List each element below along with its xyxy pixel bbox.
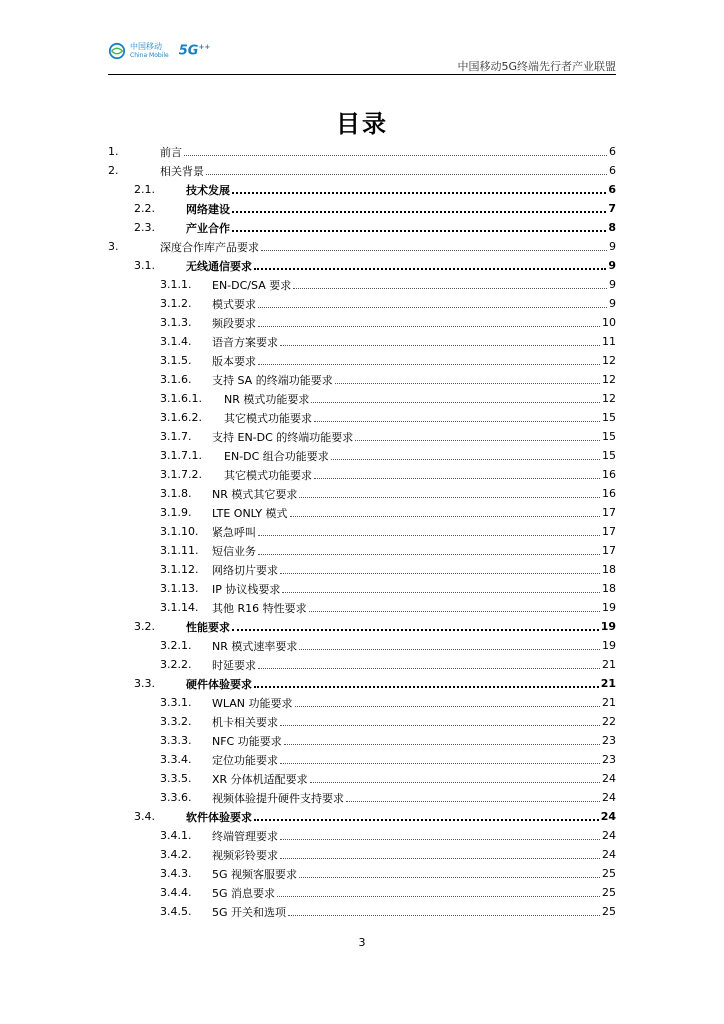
toc-entry-page: 24	[600, 810, 616, 823]
toc-entry-page: 17	[602, 506, 616, 519]
toc-entry-page: 24	[602, 848, 616, 861]
toc-entry-number: 3.2.	[134, 620, 155, 633]
toc-entry[interactable]	[108, 332, 616, 351]
toc-entry-page: 21	[600, 677, 616, 690]
toc-entry-label: EN-DC/SA 要求	[212, 278, 292, 292]
toc-entry-page: 24	[602, 791, 616, 804]
toc-entry-number: 3.3.6.	[160, 791, 192, 804]
toc-entry-number: 3.1.6.	[160, 373, 192, 386]
toc-entry[interactable]	[108, 446, 616, 465]
toc-dot-leader	[258, 667, 600, 669]
toc-entry-number: 3.1.6.1.	[160, 392, 202, 405]
toc-entry-page: 11	[602, 335, 616, 348]
toc-dot-leader	[331, 458, 600, 460]
toc-entry-page: 16	[602, 487, 616, 500]
toc-entry-label: 软件体验要求	[186, 810, 252, 824]
toc-entry-label: NR 模式速率要求	[212, 639, 298, 653]
toc-entry-number: 2.1.	[134, 183, 155, 196]
toc-dot-leader	[346, 800, 600, 802]
toc-entry-number: 3.1.	[134, 259, 155, 272]
toc-entry-page: 25	[602, 886, 616, 899]
toc-entry-page: 18	[602, 563, 616, 576]
toc-entry-page: 12	[602, 373, 616, 386]
toc-entry-page: 24	[602, 829, 616, 842]
toc-entry-label: 产业合作	[186, 221, 230, 235]
table-of-contents	[108, 142, 616, 921]
toc-entry-number: 3.1.7.1.	[160, 449, 202, 462]
toc-entry-label: 5G 视频客服要求	[212, 867, 298, 881]
toc-entry-page: 9	[609, 297, 616, 310]
toc-dot-leader	[258, 306, 607, 308]
toc-entry-page: 12	[602, 392, 616, 405]
toc-dot-leader	[299, 876, 600, 878]
toc-entry-label: NR 模式功能要求	[224, 392, 310, 406]
toc-entry-label: IP 协议栈要求	[212, 582, 281, 596]
toc-entry[interactable]	[108, 351, 616, 370]
toc-entry-number: 3.4.5.	[160, 905, 192, 918]
toc-entry-label: 机卡相关要求	[212, 715, 278, 729]
toc-entry-page: 23	[602, 734, 616, 747]
toc-entry-number: 3.4.	[134, 810, 155, 823]
toc-entry-label: 终端管理要求	[212, 829, 278, 843]
toc-entry-page: 25	[602, 867, 616, 880]
toc-entry-page: 16	[602, 468, 616, 481]
toc-dot-leader	[232, 191, 606, 194]
toc-dot-leader	[295, 705, 600, 707]
toc-entry[interactable]	[108, 674, 616, 693]
toc-entry[interactable]	[108, 598, 616, 617]
toc-dot-leader	[232, 628, 599, 631]
toc-entry[interactable]	[108, 275, 616, 294]
toc-dot-leader	[310, 781, 600, 783]
toc-dot-leader	[284, 743, 600, 745]
toc-entry-number: 3.3.2.	[160, 715, 192, 728]
page-header	[108, 38, 616, 75]
toc-dot-leader	[258, 363, 600, 365]
toc-dot-leader	[309, 610, 600, 612]
toc-entry-page: 9	[609, 278, 616, 291]
toc-entry-number: 3.1.6.2.	[160, 411, 202, 424]
toc-entry[interactable]	[108, 864, 616, 883]
toc-entry[interactable]	[108, 503, 616, 522]
toc-entry[interactable]	[108, 541, 616, 560]
toc-dot-leader	[277, 895, 600, 897]
toc-entry-page: 21	[602, 696, 616, 709]
toc-entry[interactable]	[108, 313, 616, 332]
toc-dot-leader	[254, 685, 599, 688]
toc-entry[interactable]	[108, 807, 616, 826]
toc-dot-leader	[280, 838, 600, 840]
toc-dot-leader	[282, 591, 600, 593]
toc-dot-leader	[254, 267, 606, 270]
toc-entry-label: 视频彩铃要求	[212, 848, 278, 862]
toc-entry-number: 2.	[108, 164, 119, 177]
toc-entry-page: 24	[602, 772, 616, 785]
toc-entry[interactable]	[108, 256, 616, 275]
toc-entry-label: 网络建设	[186, 202, 230, 216]
toc-dot-leader	[258, 553, 600, 555]
toc-entry-number: 3.3.	[134, 677, 155, 690]
toc-entry-number: 3.1.8.	[160, 487, 192, 500]
toc-entry-number: 3.1.3.	[160, 316, 192, 329]
toc-entry-number: 3.4.4.	[160, 886, 192, 899]
toc-entry[interactable]	[108, 769, 616, 788]
toc-entry-page: 17	[602, 544, 616, 557]
toc-entry-page: 6	[609, 164, 616, 177]
toc-entry-label: 紧急呼叫	[212, 525, 256, 539]
toc-entry-page: 10	[602, 316, 616, 329]
toc-entry-number: 3.1.1.	[160, 278, 192, 291]
toc-entry-label: 前言	[160, 145, 182, 159]
toc-entry-label: XR 分体机适配要求	[212, 772, 308, 786]
toc-entry-label: 其它模式功能要求	[224, 468, 312, 482]
toc-entry-label: 深度合作库产品要求	[160, 240, 259, 254]
toc-entry[interactable]	[108, 294, 616, 313]
toc-entry-page: 17	[602, 525, 616, 538]
toc-entry-number: 3.3.5.	[160, 772, 192, 785]
toc-entry-label: 语音方案要求	[212, 335, 278, 349]
toc-dot-leader	[280, 344, 600, 346]
toc-entry-page: 19	[602, 639, 616, 652]
toc-entry-number: 3.3.1.	[160, 696, 192, 709]
toc-entry-number: 3.1.7.2.	[160, 468, 202, 481]
toc-entry[interactable]	[108, 883, 616, 902]
toc-dot-leader	[232, 210, 606, 213]
toc-entry[interactable]	[108, 902, 616, 921]
toc-entry-label: 相关背景	[160, 164, 204, 178]
toc-entry-page: 21	[602, 658, 616, 671]
toc-entry-number: 3.	[108, 240, 119, 253]
toc-entry[interactable]	[108, 731, 616, 750]
5g-logo	[179, 43, 210, 58]
toc-entry[interactable]	[108, 465, 616, 484]
toc-entry-number: 3.1.10.	[160, 525, 199, 538]
toc-dot-leader	[314, 477, 600, 479]
toc-entry-number: 3.1.5.	[160, 354, 192, 367]
toc-entry[interactable]	[108, 826, 616, 845]
toc-entry-page: 12	[602, 354, 616, 367]
header-title: 中国移动5G终端先行者产业联盟	[457, 60, 616, 73]
toc-entry[interactable]	[108, 408, 616, 427]
toc-entry[interactable]	[108, 180, 616, 199]
toc-entry-label: LTE ONLY 模式	[212, 506, 288, 520]
toc-dot-leader	[206, 173, 607, 175]
toc-entry[interactable]	[108, 199, 616, 218]
toc-entry-number: 3.4.2.	[160, 848, 192, 861]
toc-entry-label: 时延要求	[212, 658, 256, 672]
toc-entry-label: 技术发展	[186, 183, 230, 197]
toc-entry[interactable]	[108, 655, 616, 674]
toc-entry-number: 2.2.	[134, 202, 155, 215]
toc-entry-page: 15	[602, 411, 616, 424]
toc-dot-leader	[311, 401, 600, 403]
toc-entry-label: 5G 开关和选项	[212, 905, 287, 919]
toc-dot-leader	[293, 287, 607, 289]
toc-dot-leader	[258, 534, 600, 536]
china-mobile-logo	[108, 42, 210, 60]
toc-entry-label: 频段要求	[212, 316, 256, 330]
toc-dot-leader	[232, 229, 606, 232]
toc-dot-leader	[314, 420, 600, 422]
toc-entry-page: 15	[602, 430, 616, 443]
toc-entry-label: 其他 R16 特性要求	[212, 601, 307, 615]
toc-entry[interactable]	[108, 522, 616, 541]
toc-entry-number: 3.1.11.	[160, 544, 199, 557]
toc-dot-leader	[280, 762, 600, 764]
toc-entry-number: 3.3.3.	[160, 734, 192, 747]
toc-entry-page: 22	[602, 715, 616, 728]
toc-entry-label: 模式要求	[212, 297, 256, 311]
toc-entry-page: 19	[602, 601, 616, 614]
toc-dot-leader	[355, 439, 600, 441]
toc-entry-number: 3.2.2.	[160, 658, 192, 671]
toc-dot-leader	[280, 572, 600, 574]
toc-entry-number: 3.1.7.	[160, 430, 192, 443]
toc-entry[interactable]	[108, 560, 616, 579]
toc-entry[interactable]	[108, 579, 616, 598]
toc-dot-leader	[299, 648, 600, 650]
toc-entry[interactable]	[108, 750, 616, 769]
logo-cn-text: 中国移动	[130, 42, 162, 51]
toc-title: 目录	[336, 110, 388, 138]
toc-entry-label: 短信业务	[212, 544, 256, 558]
toc-entry-number: 3.2.1.	[160, 639, 192, 652]
page-number: 3	[358, 936, 366, 949]
toc-entry[interactable]	[108, 389, 616, 408]
toc-dot-leader	[280, 857, 600, 859]
toc-entry[interactable]	[108, 845, 616, 864]
toc-entry-number: 3.1.4.	[160, 335, 192, 348]
toc-entry[interactable]	[108, 636, 616, 655]
toc-entry-number: 3.1.13.	[160, 582, 199, 595]
toc-entry-number: 3.1.9.	[160, 506, 192, 519]
toc-entry-label: 支持 EN-DC 的终端功能要求	[212, 430, 354, 444]
toc-entry[interactable]	[108, 237, 616, 256]
toc-dot-leader	[258, 325, 600, 327]
toc-entry-page: 9	[608, 259, 616, 272]
toc-entry[interactable]	[108, 218, 616, 237]
toc-entry-number: 3.4.3.	[160, 867, 192, 880]
toc-dot-leader	[280, 724, 600, 726]
toc-entry-page: 18	[602, 582, 616, 595]
5g-logo-mark: ++	[198, 43, 211, 52]
toc-entry-label: 硬件体验要求	[186, 677, 252, 691]
toc-entry-number: 3.1.12.	[160, 563, 199, 576]
toc-entry-label: EN-DC 组合功能要求	[224, 449, 329, 463]
toc-entry-label: 版本要求	[212, 354, 256, 368]
toc-entry-page: 19	[600, 620, 616, 633]
toc-entry-page: 6	[608, 183, 616, 196]
toc-entry-page: 7	[608, 202, 616, 215]
toc-entry[interactable]	[108, 712, 616, 731]
toc-entry-label: 网络切片要求	[212, 563, 278, 577]
toc-dot-leader	[299, 496, 600, 498]
toc-dot-leader	[335, 382, 600, 384]
5g-logo-text: 5G	[178, 43, 199, 59]
toc-entry-number: 3.4.1.	[160, 829, 192, 842]
toc-entry-page: 9	[609, 240, 616, 253]
toc-entry[interactable]	[108, 142, 616, 161]
logo-en-text: China Mobile	[130, 52, 169, 59]
toc-dot-leader	[290, 515, 600, 517]
toc-entry-label: 支持 SA 的终端功能要求	[212, 373, 333, 387]
toc-entry-label: NFC 功能要求	[212, 734, 282, 748]
toc-entry-number: 3.3.4.	[160, 753, 192, 766]
toc-entry-page: 15	[602, 449, 616, 462]
toc-entry-page: 8	[608, 221, 616, 234]
toc-entry-label: WLAN 功能要求	[212, 696, 293, 710]
toc-entry-page: 25	[602, 905, 616, 918]
toc-entry-label: 5G 消息要求	[212, 886, 276, 900]
china-mobile-swirl-icon	[108, 42, 126, 60]
toc-entry-number: 3.1.14.	[160, 601, 199, 614]
toc-entry-label: NR 模式其它要求	[212, 487, 298, 501]
toc-dot-leader	[184, 154, 607, 156]
toc-entry-label: 视频体验提升硬件支持要求	[212, 791, 344, 805]
toc-entry[interactable]	[108, 161, 616, 180]
toc-dot-leader	[288, 914, 600, 916]
toc-entry-page: 23	[602, 753, 616, 766]
toc-entry[interactable]	[108, 427, 616, 446]
toc-entry-label: 无线通信要求	[186, 259, 252, 273]
toc-entry[interactable]	[108, 370, 616, 389]
toc-entry-label: 定位功能要求	[212, 753, 278, 767]
toc-entry-number: 3.1.2.	[160, 297, 192, 310]
toc-dot-leader	[261, 249, 607, 251]
toc-entry-label: 性能要求	[186, 620, 230, 634]
toc-entry-number: 1.	[108, 145, 119, 158]
toc-dot-leader	[254, 818, 599, 821]
toc-entry-number: 2.3.	[134, 221, 155, 234]
toc-entry[interactable]	[108, 693, 616, 712]
toc-entry[interactable]	[108, 484, 616, 503]
toc-entry-page: 6	[609, 145, 616, 158]
toc-entry-label: 其它模式功能要求	[224, 411, 312, 425]
toc-entry[interactable]	[108, 617, 616, 636]
toc-entry[interactable]	[108, 788, 616, 807]
